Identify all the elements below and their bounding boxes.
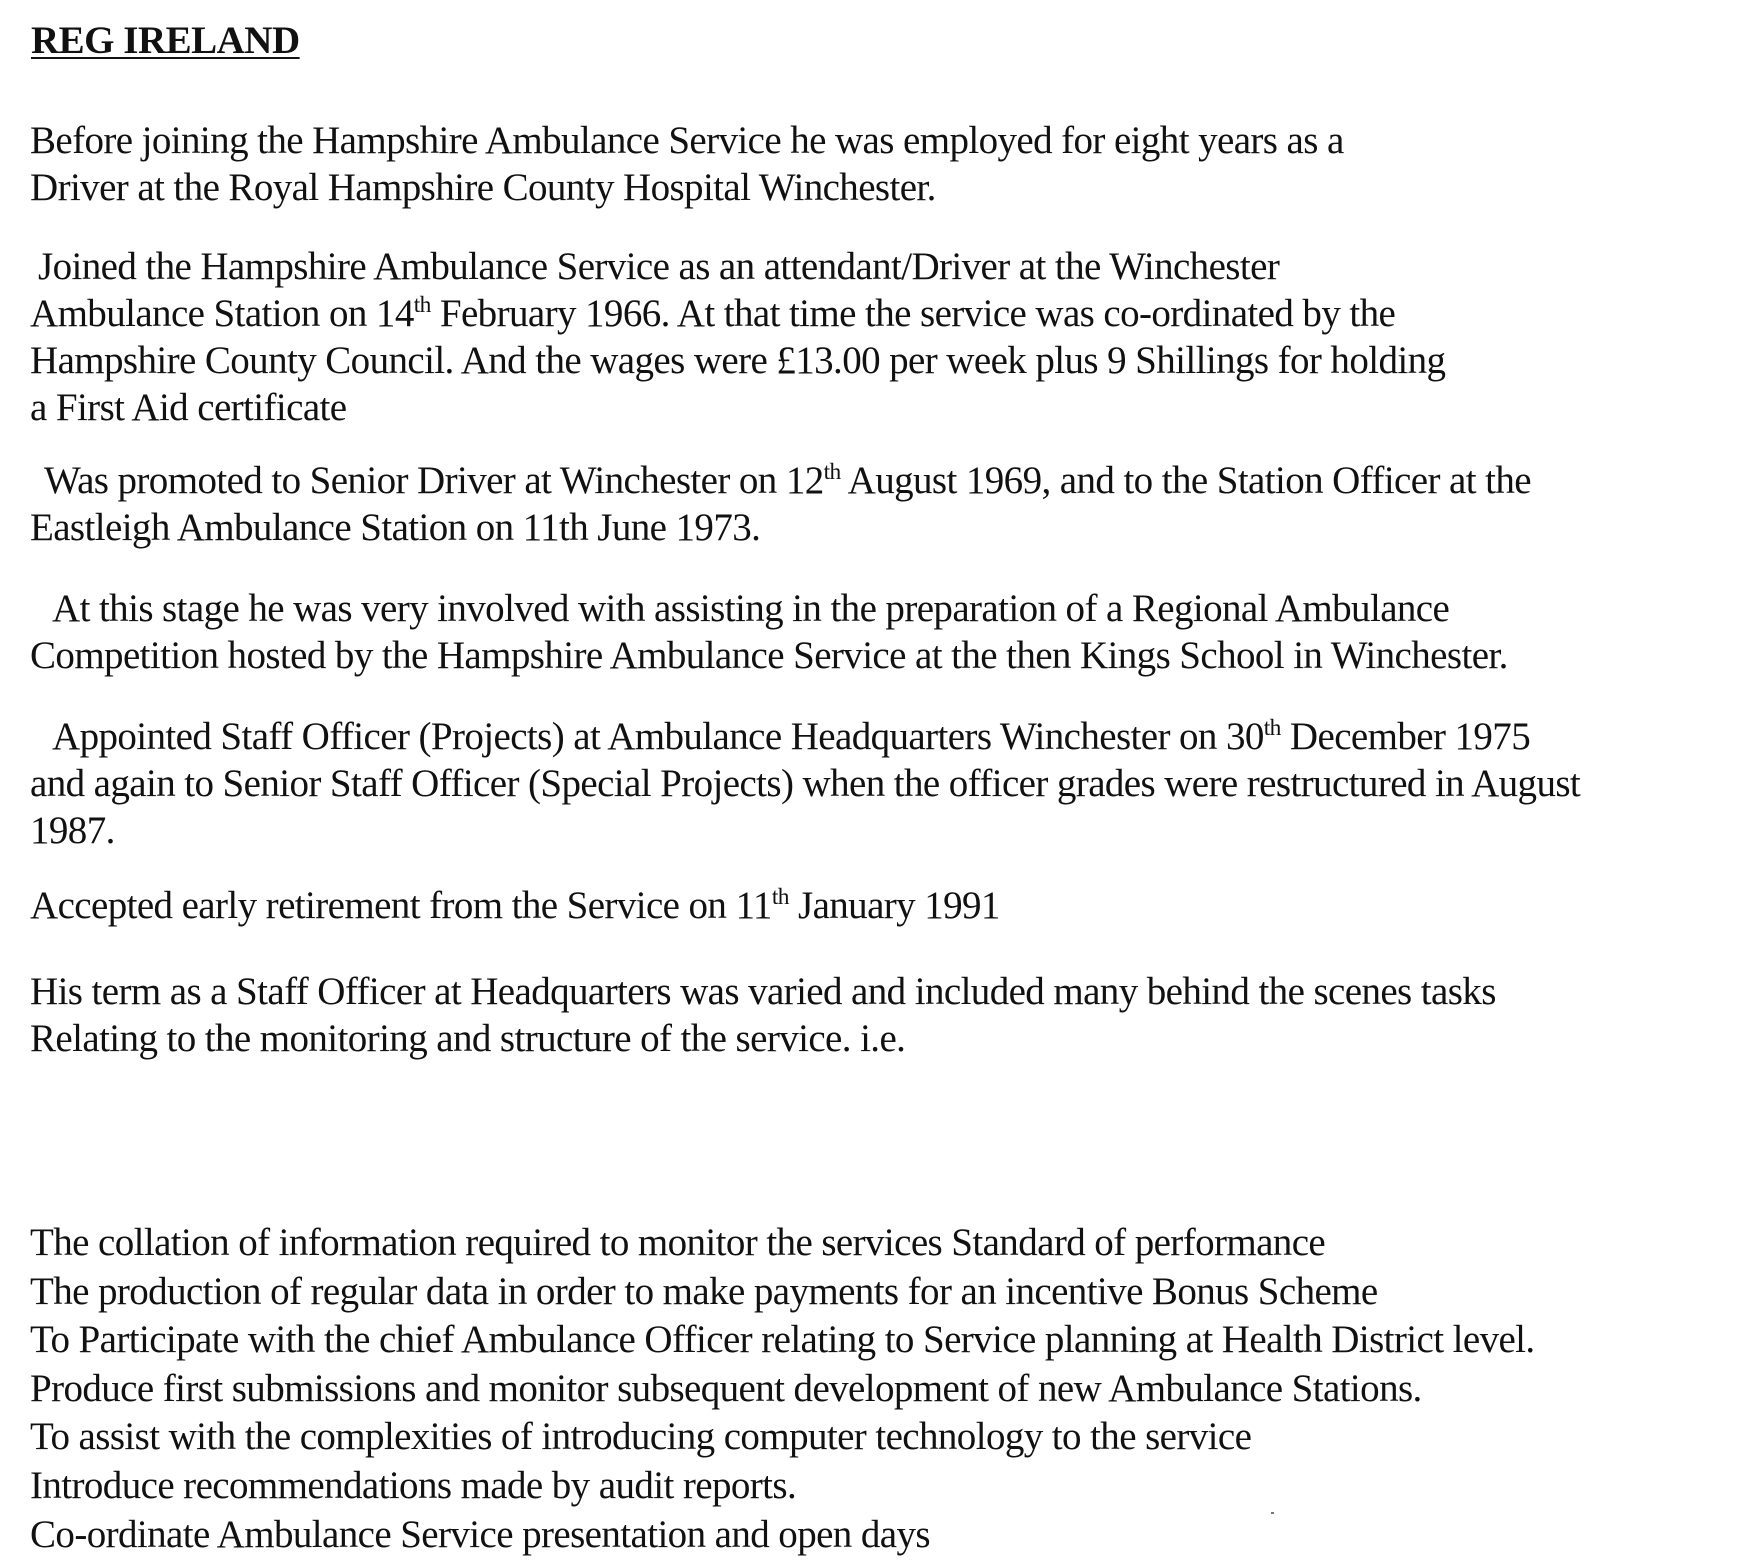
task-list — [30, 1219, 1535, 1559]
text-line: At this stage he was very involved with assisting in the preparation of a Regional Ambulance — [52, 587, 1450, 630]
paragraph-staff-officer — [30, 713, 1580, 854]
ordinal-suffix: th — [771, 884, 789, 910]
text-line: and again to Senior Staff Officer (Special Projects) when the officer grades were restructured in August — [30, 762, 1581, 805]
text-line: Joined the Hampshire Ambulance Service as an attendant/Driver at the Winchester — [38, 245, 1280, 288]
list-item: To assist with the complexities of introducing computer technology to the service — [30, 1415, 1252, 1459]
text-line: Was promoted to Senior Driver at Winchester on 12th August 1969, and to the Station Officer at the — [44, 459, 1531, 502]
text-line: Accepted early retirement from the Service on 11th January 1991 — [30, 884, 1000, 927]
scan-speck — [1271, 1512, 1274, 1514]
text-line: Before joining the Hampshire Ambulance Service he was employed for eight years as a — [30, 119, 1344, 162]
paragraph-retirement — [30, 882, 1000, 929]
text-line: His term as a Staff Officer at Headquarters was varied and included many behind the scenes tasks — [30, 970, 1496, 1013]
text-line: Hampshire County Council. And the wages were £13.00 per week plus 9 Shillings for holding — [30, 339, 1446, 382]
text-line: Ambulance Station on 14th February 1966. At that time the service was co-ordinated by the — [30, 292, 1396, 335]
paragraph-term-summary — [30, 968, 1496, 1062]
paragraph-promotions — [30, 457, 1531, 551]
list-item: Produce first submissions and monitor subsequent development of new Ambulance Stations. — [30, 1366, 1422, 1410]
list-item: Co-ordinate Ambulance Service presentation and open days — [30, 1512, 930, 1556]
list-item: To Participate with the chief Ambulance Officer relating to Service planning at Health District level. — [30, 1318, 1535, 1362]
text-line: a First Aid certificate — [30, 386, 347, 429]
text-line: Eastleigh Ambulance Station on 11th June 1973. — [30, 506, 761, 549]
text-line: Relating to the monitoring and structure of the service. i.e. — [30, 1017, 906, 1060]
document-title: REG IRELAND — [31, 19, 300, 62]
ordinal-suffix: th — [823, 459, 841, 485]
list-item: The collation of information required to monitor the services Standard of performance — [30, 1221, 1326, 1264]
list-item: The production of regular data in order to make payments for an incentive Bonus Scheme — [30, 1269, 1378, 1313]
ordinal-suffix: th — [413, 292, 431, 318]
paragraph-regional-competition — [30, 585, 1508, 679]
paragraph-prior-employment — [30, 117, 1344, 211]
text-line: Competition hosted by the Hampshire Ambulance Service at the then Kings School in Winchester. — [30, 634, 1508, 677]
text-line: Appointed Staff Officer (Projects) at Ambulance Headquarters Winchester on 30th December 1975 — [52, 715, 1531, 758]
text-line: Driver at the Royal Hampshire County Hospital Winchester. — [30, 166, 936, 209]
list-item: Introduce recommendations made by audit reports. — [30, 1463, 797, 1507]
ordinal-suffix: th — [1263, 715, 1281, 741]
paragraph-joined-service — [30, 243, 1445, 431]
text-line: 1987. — [30, 809, 115, 852]
